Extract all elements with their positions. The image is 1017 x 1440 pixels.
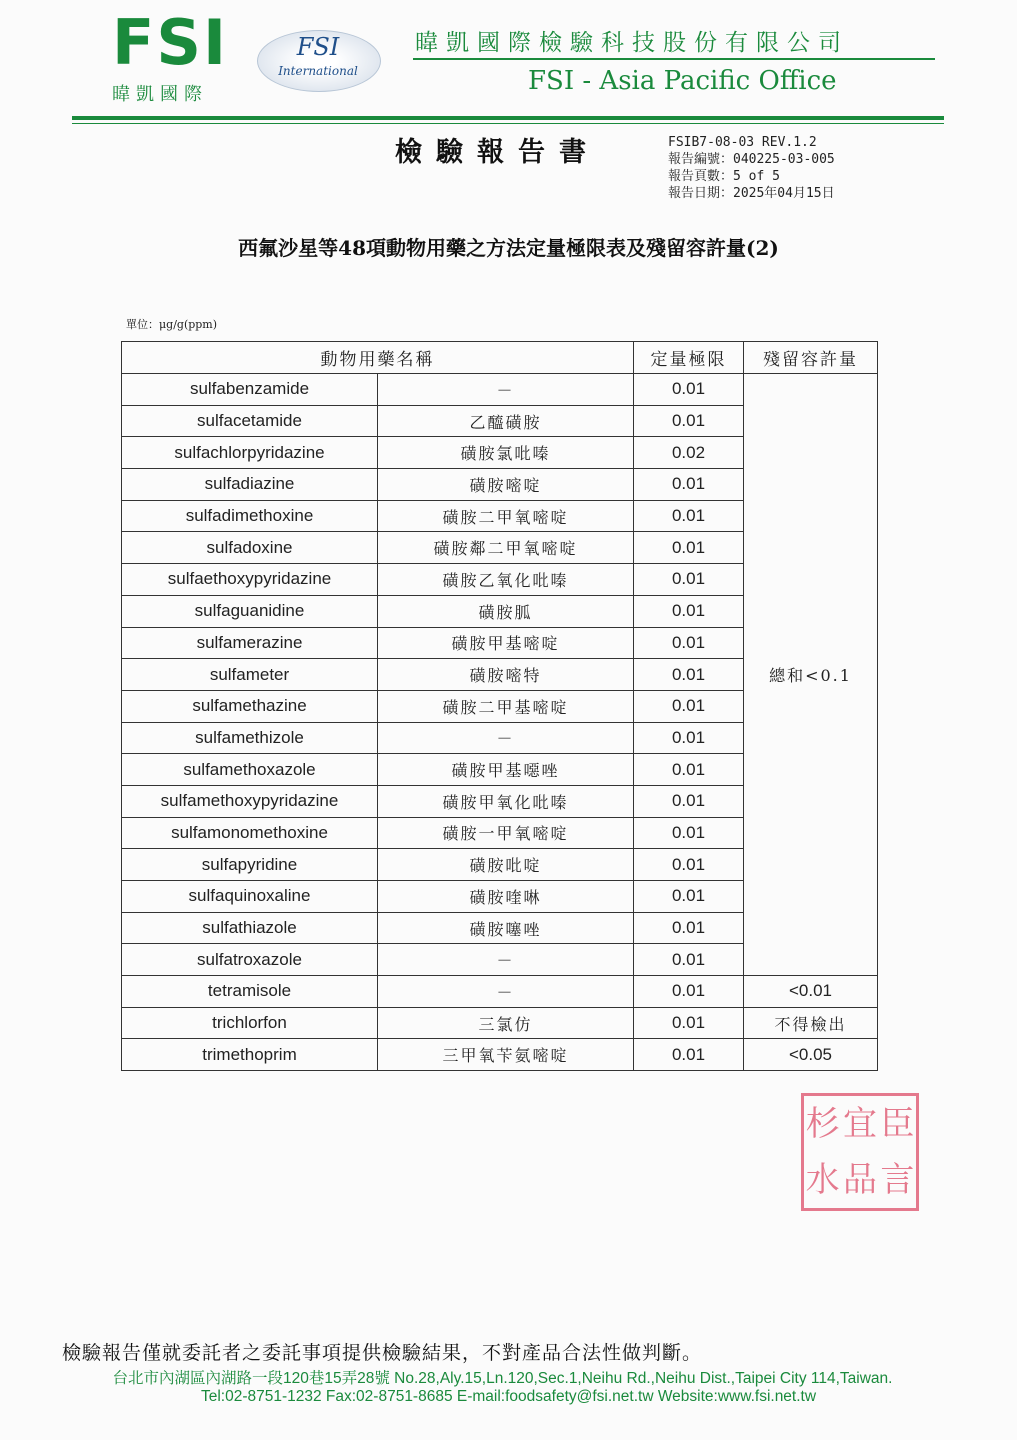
drug-name-english: sulfabenzamide <box>122 374 378 406</box>
drug-name-english: sulfamerazine <box>122 627 378 659</box>
drug-name-english: sulfadiazine <box>122 469 378 501</box>
company-logo: FSI <box>112 6 229 79</box>
drug-name-chinese: 磺胺氯吡嗪 <box>378 437 634 469</box>
loq-value: 0.01 <box>634 690 744 722</box>
drug-name-english: sulfamethazine <box>122 690 378 722</box>
seal-character: 品 <box>842 1160 877 1200</box>
document-title: 西氟沙星等48項動物用藥之方法定量極限表及殘留容許量(2) <box>238 236 779 260</box>
emblem-subtitle: International <box>278 64 358 78</box>
drug-name-chinese: 磺胺噻唑 <box>378 912 634 944</box>
company-address: 台北市內湖區內湖路一段120巷15弄28號 No.28,Aly.15,Ln.120,Sec.1,Neihu Rd.,Neihu Dist.,Taipei City 114,Taiwan. <box>112 1370 893 1387</box>
drug-name-chinese: 磺胺喹啉 <box>378 881 634 913</box>
loq-value: 0.01 <box>634 976 744 1008</box>
loq-value: 0.01 <box>634 881 744 913</box>
report-title: 檢驗報告書 <box>395 137 600 168</box>
loq-value: 0.01 <box>634 912 744 944</box>
drug-name-chinese: 磺胺二甲基嘧啶 <box>378 690 634 722</box>
company-name-rule <box>413 58 935 60</box>
unit-label: 單位：μg/g(ppm) <box>126 318 218 331</box>
company-logo-subtitle: 暐凱國際 <box>112 84 208 105</box>
drug-name-english: sulfamonomethoxine <box>122 817 378 849</box>
table-row <box>122 374 878 406</box>
drug-name-chinese: 磺胺一甲氧嘧啶 <box>378 817 634 849</box>
drug-name-english: sulfameter <box>122 659 378 691</box>
loq-value: 0.01 <box>634 785 744 817</box>
table-row <box>122 1039 878 1071</box>
report-number: 報告編號：040225-03-005 <box>668 152 835 167</box>
loq-value: 0.01 <box>634 374 744 406</box>
company-contact: Tel:02-8751-1232 Fax:02-8751-8685 E-mail:foodsafety@fsi.net.tw Website:www.fsi.net.tw <box>200 1388 817 1405</box>
drug-name-chinese: 磺胺甲基嘧啶 <box>378 627 634 659</box>
drug-name-chinese: 三甲氧苄氨嘧啶 <box>378 1039 634 1071</box>
mrl-value: <0.05 <box>744 1039 878 1071</box>
header-divider-thin <box>72 123 944 124</box>
drug-name-chinese: 磺胺二甲氧嘧啶 <box>378 500 634 532</box>
drug-name-english: sulfatroxazole <box>122 944 378 976</box>
company-seal <box>801 1093 919 1211</box>
loq-value: 0.01 <box>634 532 744 564</box>
drug-name-english: sulfamethizole <box>122 722 378 754</box>
drug-name-chinese: － <box>378 944 634 976</box>
table-row <box>122 976 878 1008</box>
drug-name-chinese: 磺胺鄰二甲氧嘧啶 <box>378 532 634 564</box>
mrl-value: 不得檢出 <box>744 1007 878 1039</box>
loq-value: 0.01 <box>634 564 744 596</box>
loq-value: 0.01 <box>634 659 744 691</box>
drug-name-english: sulfadimethoxine <box>122 500 378 532</box>
drug-name-english: sulfacetamide <box>122 405 378 437</box>
drug-name-chinese: 磺胺甲基噁唑 <box>378 754 634 786</box>
company-name-chinese: 暐凱國際檢驗科技股份有限公司 <box>415 30 849 56</box>
drug-name-chinese: － <box>378 722 634 754</box>
form-code: FSIB7-08-03 REV.1.2 <box>668 135 817 150</box>
drug-name-english: trichlorfon <box>122 1007 378 1039</box>
company-name-english: FSI - Asia Pacific Office <box>528 66 837 96</box>
drug-name-chinese: 磺胺胍 <box>378 595 634 627</box>
seal-character: 宜 <box>842 1104 877 1144</box>
drug-name-english: sulfachlorpyridazine <box>122 437 378 469</box>
drug-name-english: tetramisole <box>122 976 378 1008</box>
drug-name-english: sulfaethoxypyridazine <box>122 564 378 596</box>
loq-value: 0.01 <box>634 754 744 786</box>
drug-name-english: sulfapyridine <box>122 849 378 881</box>
drug-name-chinese: 磺胺吡啶 <box>378 849 634 881</box>
loq-value: 0.01 <box>634 1007 744 1039</box>
loq-value: 0.01 <box>634 722 744 754</box>
loq-value: 0.01 <box>634 627 744 659</box>
loq-value: 0.01 <box>634 944 744 976</box>
seal-character: 杉 <box>805 1104 840 1144</box>
loq-value: 0.01 <box>634 469 744 501</box>
drug-name-chinese: 磺胺甲氧化吡嗪 <box>378 785 634 817</box>
loq-value: 0.01 <box>634 1039 744 1071</box>
report-date: 報告日期：2025年04月15日 <box>668 186 835 201</box>
drug-name-english: sulfadoxine <box>122 532 378 564</box>
loq-value: 0.01 <box>634 817 744 849</box>
loq-value: 0.01 <box>634 595 744 627</box>
mrl-value: <0.01 <box>744 976 878 1008</box>
header-drug-name: 動物用藥名稱 <box>122 342 634 374</box>
report-pages: 報告頁數：5 of 5 <box>668 169 780 184</box>
drug-name-chinese: 磺胺嘧特 <box>378 659 634 691</box>
header-loq: 定量極限 <box>634 342 744 374</box>
drug-name-chinese: 磺胺嘧啶 <box>378 469 634 501</box>
drug-name-english: sulfaguanidine <box>122 595 378 627</box>
seal-character: 言 <box>880 1160 915 1200</box>
drug-name-chinese: － <box>378 374 634 406</box>
table-row <box>122 1007 878 1039</box>
loq-value: 0.01 <box>634 500 744 532</box>
disclaimer: 檢驗報告僅就委託者之委託事項提供檢驗結果，不對產品合法性做判斷。 <box>62 1342 703 1364</box>
report-meta <box>668 134 835 202</box>
drug-name-english: sulfamethoxazole <box>122 754 378 786</box>
mrl-group-value: 總和<0.1 <box>744 374 878 976</box>
header-divider <box>72 116 944 120</box>
loq-value: 0.02 <box>634 437 744 469</box>
seal-character: 臣 <box>880 1104 915 1144</box>
drug-name-english: trimethoprim <box>122 1039 378 1071</box>
seal-character: 水 <box>805 1160 840 1200</box>
drug-name-english: sulfamethoxypyridazine <box>122 785 378 817</box>
loq-value: 0.01 <box>634 405 744 437</box>
drug-name-chinese: 三氯仿 <box>378 1007 634 1039</box>
table-header-row <box>122 342 878 374</box>
drug-name-chinese: － <box>378 976 634 1008</box>
drug-name-chinese: 磺胺乙氧化吡嗪 <box>378 564 634 596</box>
loq-value: 0.01 <box>634 849 744 881</box>
drug-name-english: sulfathiazole <box>122 912 378 944</box>
drug-name-english: sulfaquinoxaline <box>122 881 378 913</box>
drug-name-chinese: 乙醯磺胺 <box>378 405 634 437</box>
residue-limit-table <box>121 341 878 1071</box>
header-mrl: 殘留容許量 <box>744 342 878 374</box>
emblem-title: FSI <box>296 33 340 61</box>
